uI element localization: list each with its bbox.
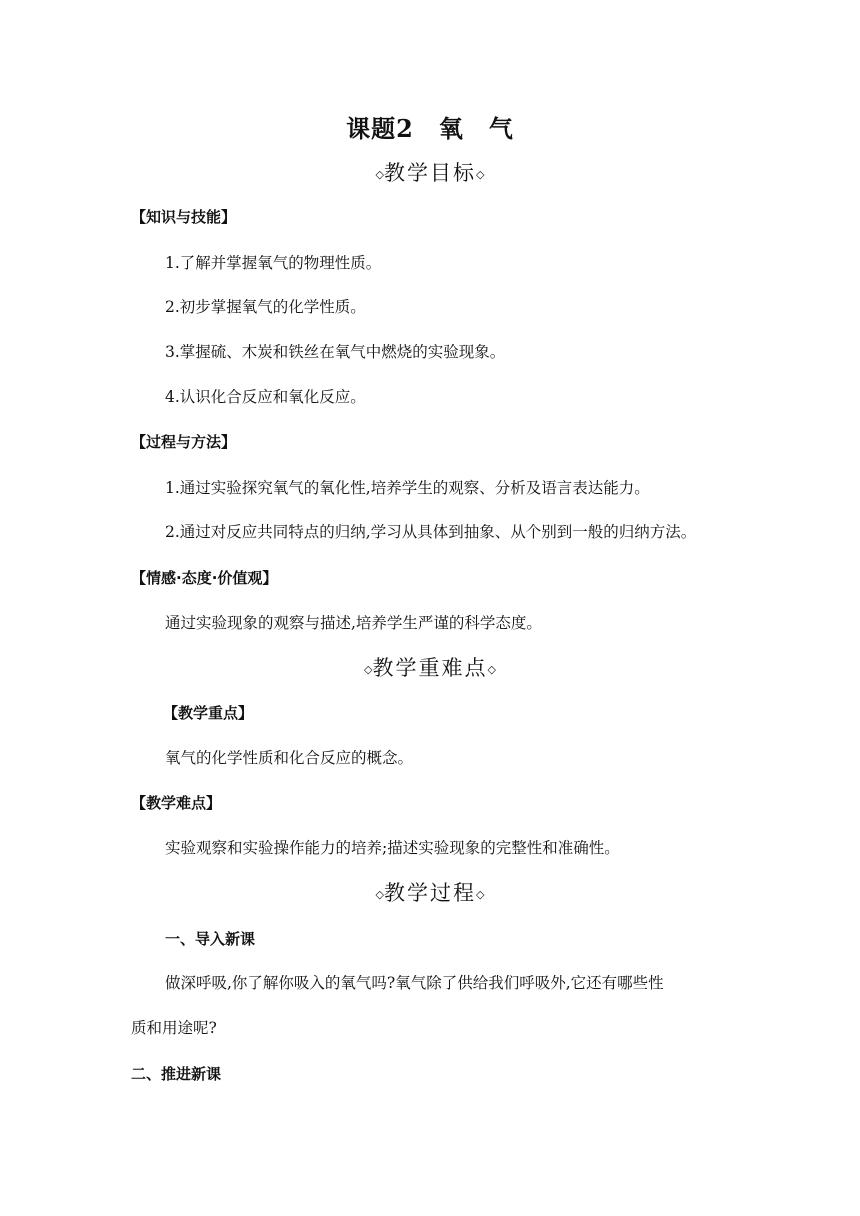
diamond-icon: ◇ xyxy=(364,663,373,676)
heading-knowledge: 【知识与技能】 xyxy=(131,208,237,226)
knowledge-item: 3.掌握硫、木炭和铁丝在氧气中燃烧的实验现象。 xyxy=(165,343,506,361)
attitude-text: 通过实验现象的观察与描述,培养学生严谨的科学态度。 xyxy=(165,614,542,632)
heading-difficulty: 【教学难点】 xyxy=(131,794,222,812)
difficulty-text: 实验观察和实验操作能力的培养;描述实验现象的完整性和准确性。 xyxy=(165,839,620,857)
knowledge-item: 2.初步掌握氧气的化学性质。 xyxy=(165,298,366,316)
method-item: 2.通过对反应共同特点的归纳,学习从具体到抽象、从个别到一般的归纳方法。 xyxy=(165,523,697,541)
section-objectives-title: 教学目标 xyxy=(384,161,476,185)
diamond-icon: ◇ xyxy=(375,888,384,901)
knowledge-item: 4.认识化合反应和氧化反应。 xyxy=(165,388,366,406)
intro-text-line: 做深呼吸,你了解你吸入的氧气吗?氧气除了供给我们呼吸外,它还有哪些性 xyxy=(165,974,664,992)
document-title: 课题2 氧 气 xyxy=(346,114,514,143)
knowledge-item: 1.了解并掌握氧气的物理性质。 xyxy=(165,254,382,272)
section-process xyxy=(0,880,860,908)
method-item: 1.通过实验探究氧气的氧化性,培养学生的观察、分析及语言表达能力。 xyxy=(165,479,650,497)
section-key-points xyxy=(0,655,860,683)
section-key-points-title: 教学重难点 xyxy=(372,656,488,680)
key-text: 氧气的化学性质和化合反应的概念。 xyxy=(165,749,414,767)
heading-attitude: 【情感·态度·价值观】 xyxy=(131,569,278,587)
diamond-icon: ◇ xyxy=(476,168,485,181)
diamond-icon: ◇ xyxy=(487,663,496,676)
section-process-title: 教学过程 xyxy=(384,881,476,905)
heading-advance: 二、推进新课 xyxy=(131,1065,222,1083)
heading-method: 【过程与方法】 xyxy=(131,433,237,451)
heading-key: 【教学重点】 xyxy=(163,704,254,722)
heading-intro: 一、导入新课 xyxy=(165,930,256,948)
section-objectives xyxy=(0,160,860,188)
diamond-icon: ◇ xyxy=(476,888,485,901)
diamond-icon: ◇ xyxy=(375,168,384,181)
intro-text-line: 质和用途呢? xyxy=(131,1019,217,1037)
